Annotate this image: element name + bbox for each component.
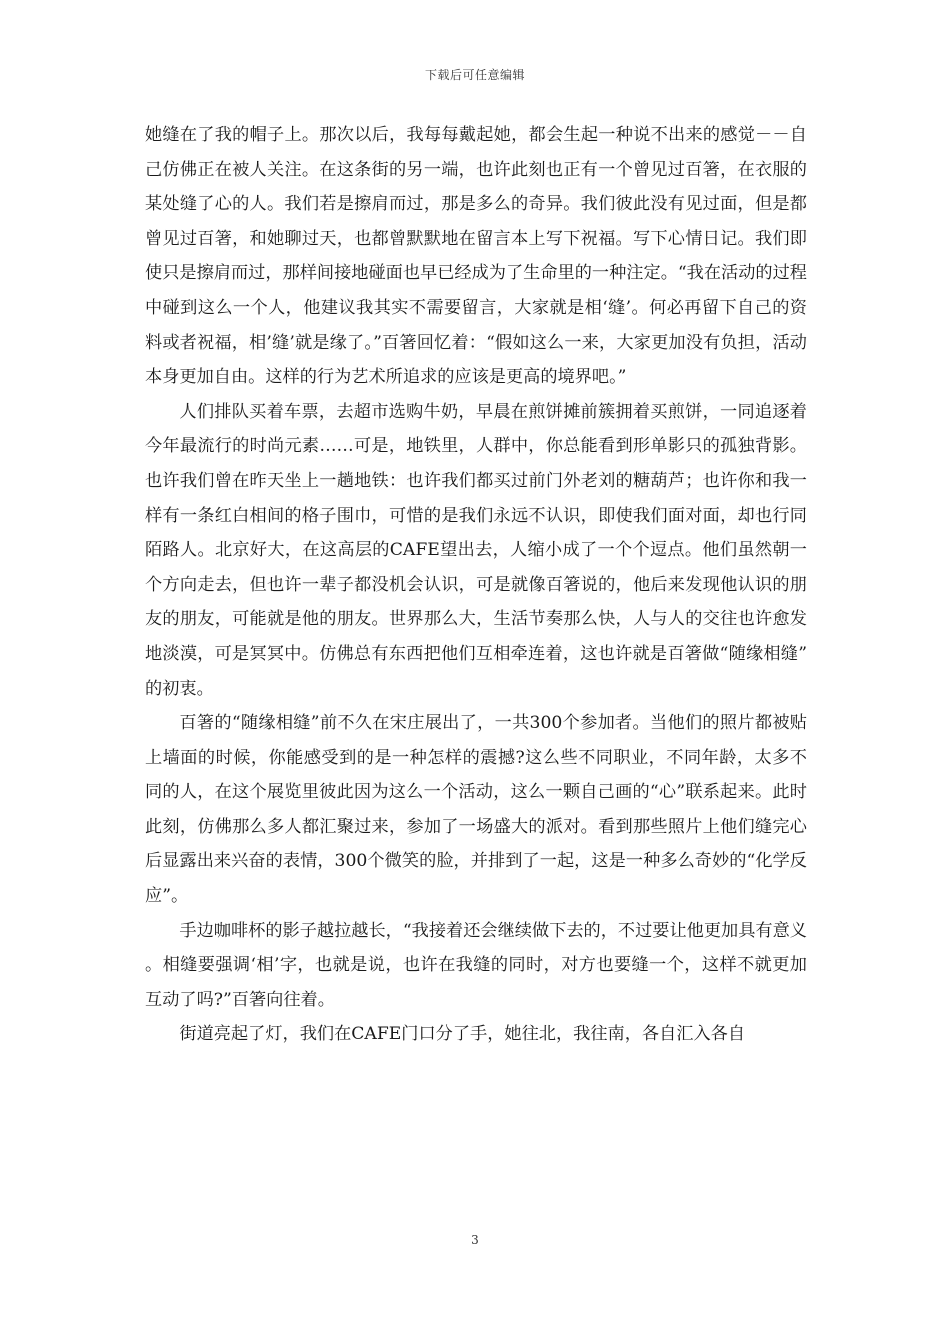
- page-number: 3: [471, 1233, 479, 1247]
- paragraph: 街道亮起了灯，我们在CAFE门口分了手，她往北，我往南，各自汇入各自: [179, 1024, 746, 1045]
- document-body: [145, 118, 807, 1052]
- paragraph: 手边咖啡杯的影子越拉越长，“我接着还会继续做下去的，不过要让他更加具有意义。相缝要强调‘相’字，也就是说，也许在我缝的同时，对方也要缝一个，这样不就更加互动了吗?”百箸向往着。: [145, 920, 807, 1010]
- page-header: 下载后可任意编辑: [424, 68, 525, 82]
- paragraph-continued: 她缝在了我的帽子上。那次以后，我每每戴起她，都会生起一种说不出来的感觉－－自己仿佛正在被人关注。在这条街的另一端，也许此刻也正有一个曾见过百箸，在衣服的某处缝了心的人。我们若是擦肩而过，那是多么的奇异。我们彼此没有见过面，但是都曾见过百箸，和她聊过天，也都曾默默地在留言本上写下祝福。写下心情日记。我们即使只是擦肩而过，那样间接地碰面也早已经成为了生命里的一种注定。“我在活动的过程中碰到这么一个人，他建议我其实不需要留言，大家就是相‘缝’。何必再留下自己的资料或者祝福，相’缝’就是缘了。”百箸回忆着：“假如这么一来，大家更加没有负担，活动本身更加自由。这样的行为艺术所追求的应该是更高的境界吧。”: [145, 125, 807, 388]
- paragraph: 百箸的“随缘相缝”前不久在宋庄展出了，一共300个参加者。当他们的照片都被贴上墙面的时候，你能感受到的是一种怎样的震撼?这么些不同职业，不同年龄，太多不同的人，在这个展览里彼此因为这么一个活动，这么一颗自己画的“心”联系起来。此时此刻，仿佛那么多人都汇聚过来，参加了一场盛大的派对。看到那些照片上他们缝完心后显露出来兴奋的表情，300个微笑的脸，并排到了一起，这是一种多么奇妙的“化学反应”。: [145, 713, 807, 907]
- paragraph: 人们排队买着车票，去超市选购牛奶，早晨在煎饼摊前簇拥着买煎饼，一同追逐着今年最流行的时尚元素……可是，地铁里，人群中，你总能看到形单影只的孤独背影。也许我们曾在昨天坐上一趟地铁：也许我们都买过前门外老刘的糖葫芦；也许你和我一样有一条红白相间的格子围巾，可惜的是我们永远不认识，即使我们面对面，却也行同陌路人。北京好大，在这高层的CAFE望出去，人缩小成了一个个逗点。他们虽然朝一个方向走去，但也许一辈子都没机会认识，可是就像百箸说的，他后来发现他认识的朋友的朋友，可能就是他的朋友。世界那么大，生活节奏那么快，人与人的交往也许愈发地淡漠，可是冥冥中。仿佛总有东西把他们互相牵连着，这也许就是百箸做“随缘相缝”的初衷。: [145, 401, 807, 699]
